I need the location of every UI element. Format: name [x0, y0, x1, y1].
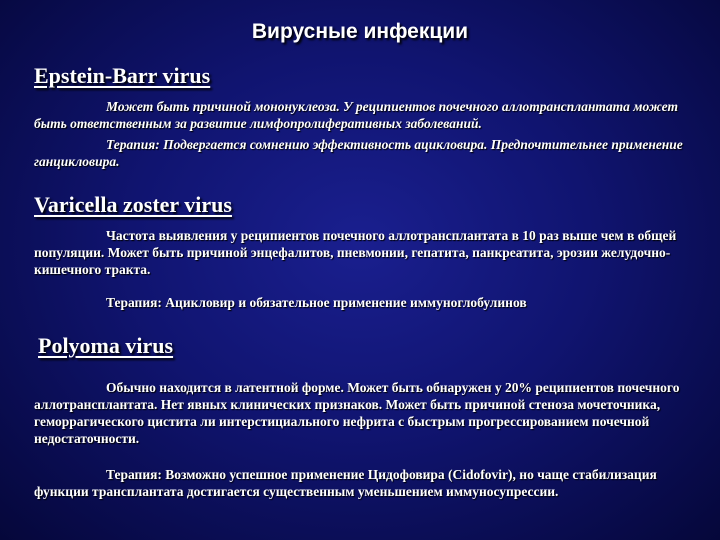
section-paragraph-epstein-barr-therapy: Терапия: Подвергается сомнению эффективность ацикловира. Предпочтительнее применение ганцикловира.: [34, 137, 683, 169]
section-heading-varicella-zoster: Varicella zoster virus: [34, 192, 232, 217]
section-heading-epstein-barr: Epstein-Barr virus: [34, 63, 211, 88]
section-paragraph-varicella-zoster-therapy: Терапия: Ацикловир и обязательное применение иммуноглобулинов: [106, 295, 527, 310]
section-paragraph-polyoma-description: Обычно находится в латентной форме. Может быть обнаружен у 20% реципиентов почечного аллотрансплантата. Нет явных клинических признаков. Может быть причиной стеноза мочеточника, геморрагического цистита ли интерстициального нефрита с быстрым прогрессированием почечной недостаточности.: [34, 380, 680, 446]
section-paragraph-epstein-barr-description: Может быть причиной мононуклеоза. У реципиентов почечного аллотрансплантата может быть ответственным за развитие лимфопролиферативных заболеваний.: [34, 99, 678, 131]
section-paragraph-polyoma-therapy: Терапия: Возможно успешное применение Цидофовира (Cidofovir), но чаще стабилизация функции трансплантата достигается существенным уменьшением иммуносупрессии.: [34, 467, 657, 499]
slide-title: Вирусные инфекции: [251, 20, 469, 43]
section-heading-polyoma: Polyoma virus: [38, 333, 174, 358]
section-paragraph-varicella-zoster-description: Частота выявления у реципиентов почечного аллотрансплантата в 10 раз выше чем в общей популяции. Может быть причиной энцефалитов, пневмонии, гепатита, панкреатита, эрозии желудочно-кишечного тракта.: [34, 228, 677, 277]
